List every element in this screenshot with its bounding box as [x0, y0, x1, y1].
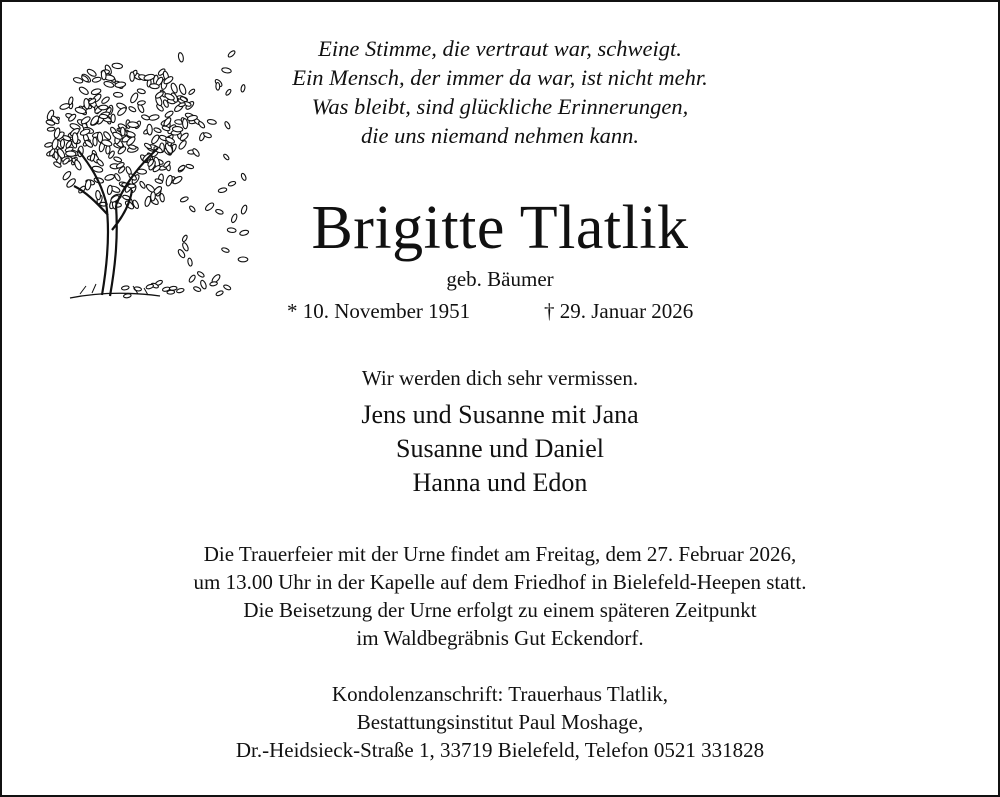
memorial-poem — [0, 34, 1000, 150]
poem-line: die uns niemand nehmen kann. — [360, 123, 640, 148]
maiden-name: geb. Bäumer — [446, 267, 554, 291]
service-line: Die Beisetzung der Urne erfolgt zu einem späteren Zeitpunkt — [243, 598, 757, 622]
service-line: um 13.00 Uhr in der Kapelle auf dem Friedhof in Bielefeld-Heepen statt. — [193, 570, 807, 594]
family-member: Susanne und Daniel — [396, 434, 604, 463]
condolence-address — [0, 680, 1000, 764]
service-line: Die Trauerfeier mit der Urne findet am Freitag, dem 27. Februar 2026, — [203, 542, 797, 566]
service-line: im Waldbegräbnis Gut Eckendorf. — [356, 626, 644, 650]
poem-line: Was bleibt, sind glückliche Erinnerungen, — [311, 94, 689, 119]
deceased-name: Brigitte Tlatlik — [311, 194, 689, 262]
condolence-line: Kondolenzanschrift: Trauerhaus Tlatlik, — [331, 682, 669, 706]
family-member: Jens und Susanne mit Jana — [361, 400, 639, 429]
death-date: † 29. Januar 2026 — [544, 299, 694, 323]
family-list — [0, 398, 1000, 500]
farewell-line: Wir werden dich sehr vermissen. — [361, 366, 639, 390]
birth-date: * 10. November 1951 — [287, 299, 471, 323]
poem-line: Eine Stimme, die vertraut war, schweigt. — [318, 36, 682, 61]
condolence-line: Dr.-Heidsieck-Straße 1, 33719 Bielefeld, Telefon 0521 331828 — [235, 738, 765, 762]
service-details — [0, 540, 1000, 652]
family-member: Hanna und Edon — [412, 468, 588, 497]
poem-line: Ein Mensch, der immer da war, ist nicht mehr. — [292, 65, 708, 90]
condolence-line: Bestattungsinstitut Paul Moshage, — [356, 710, 644, 734]
